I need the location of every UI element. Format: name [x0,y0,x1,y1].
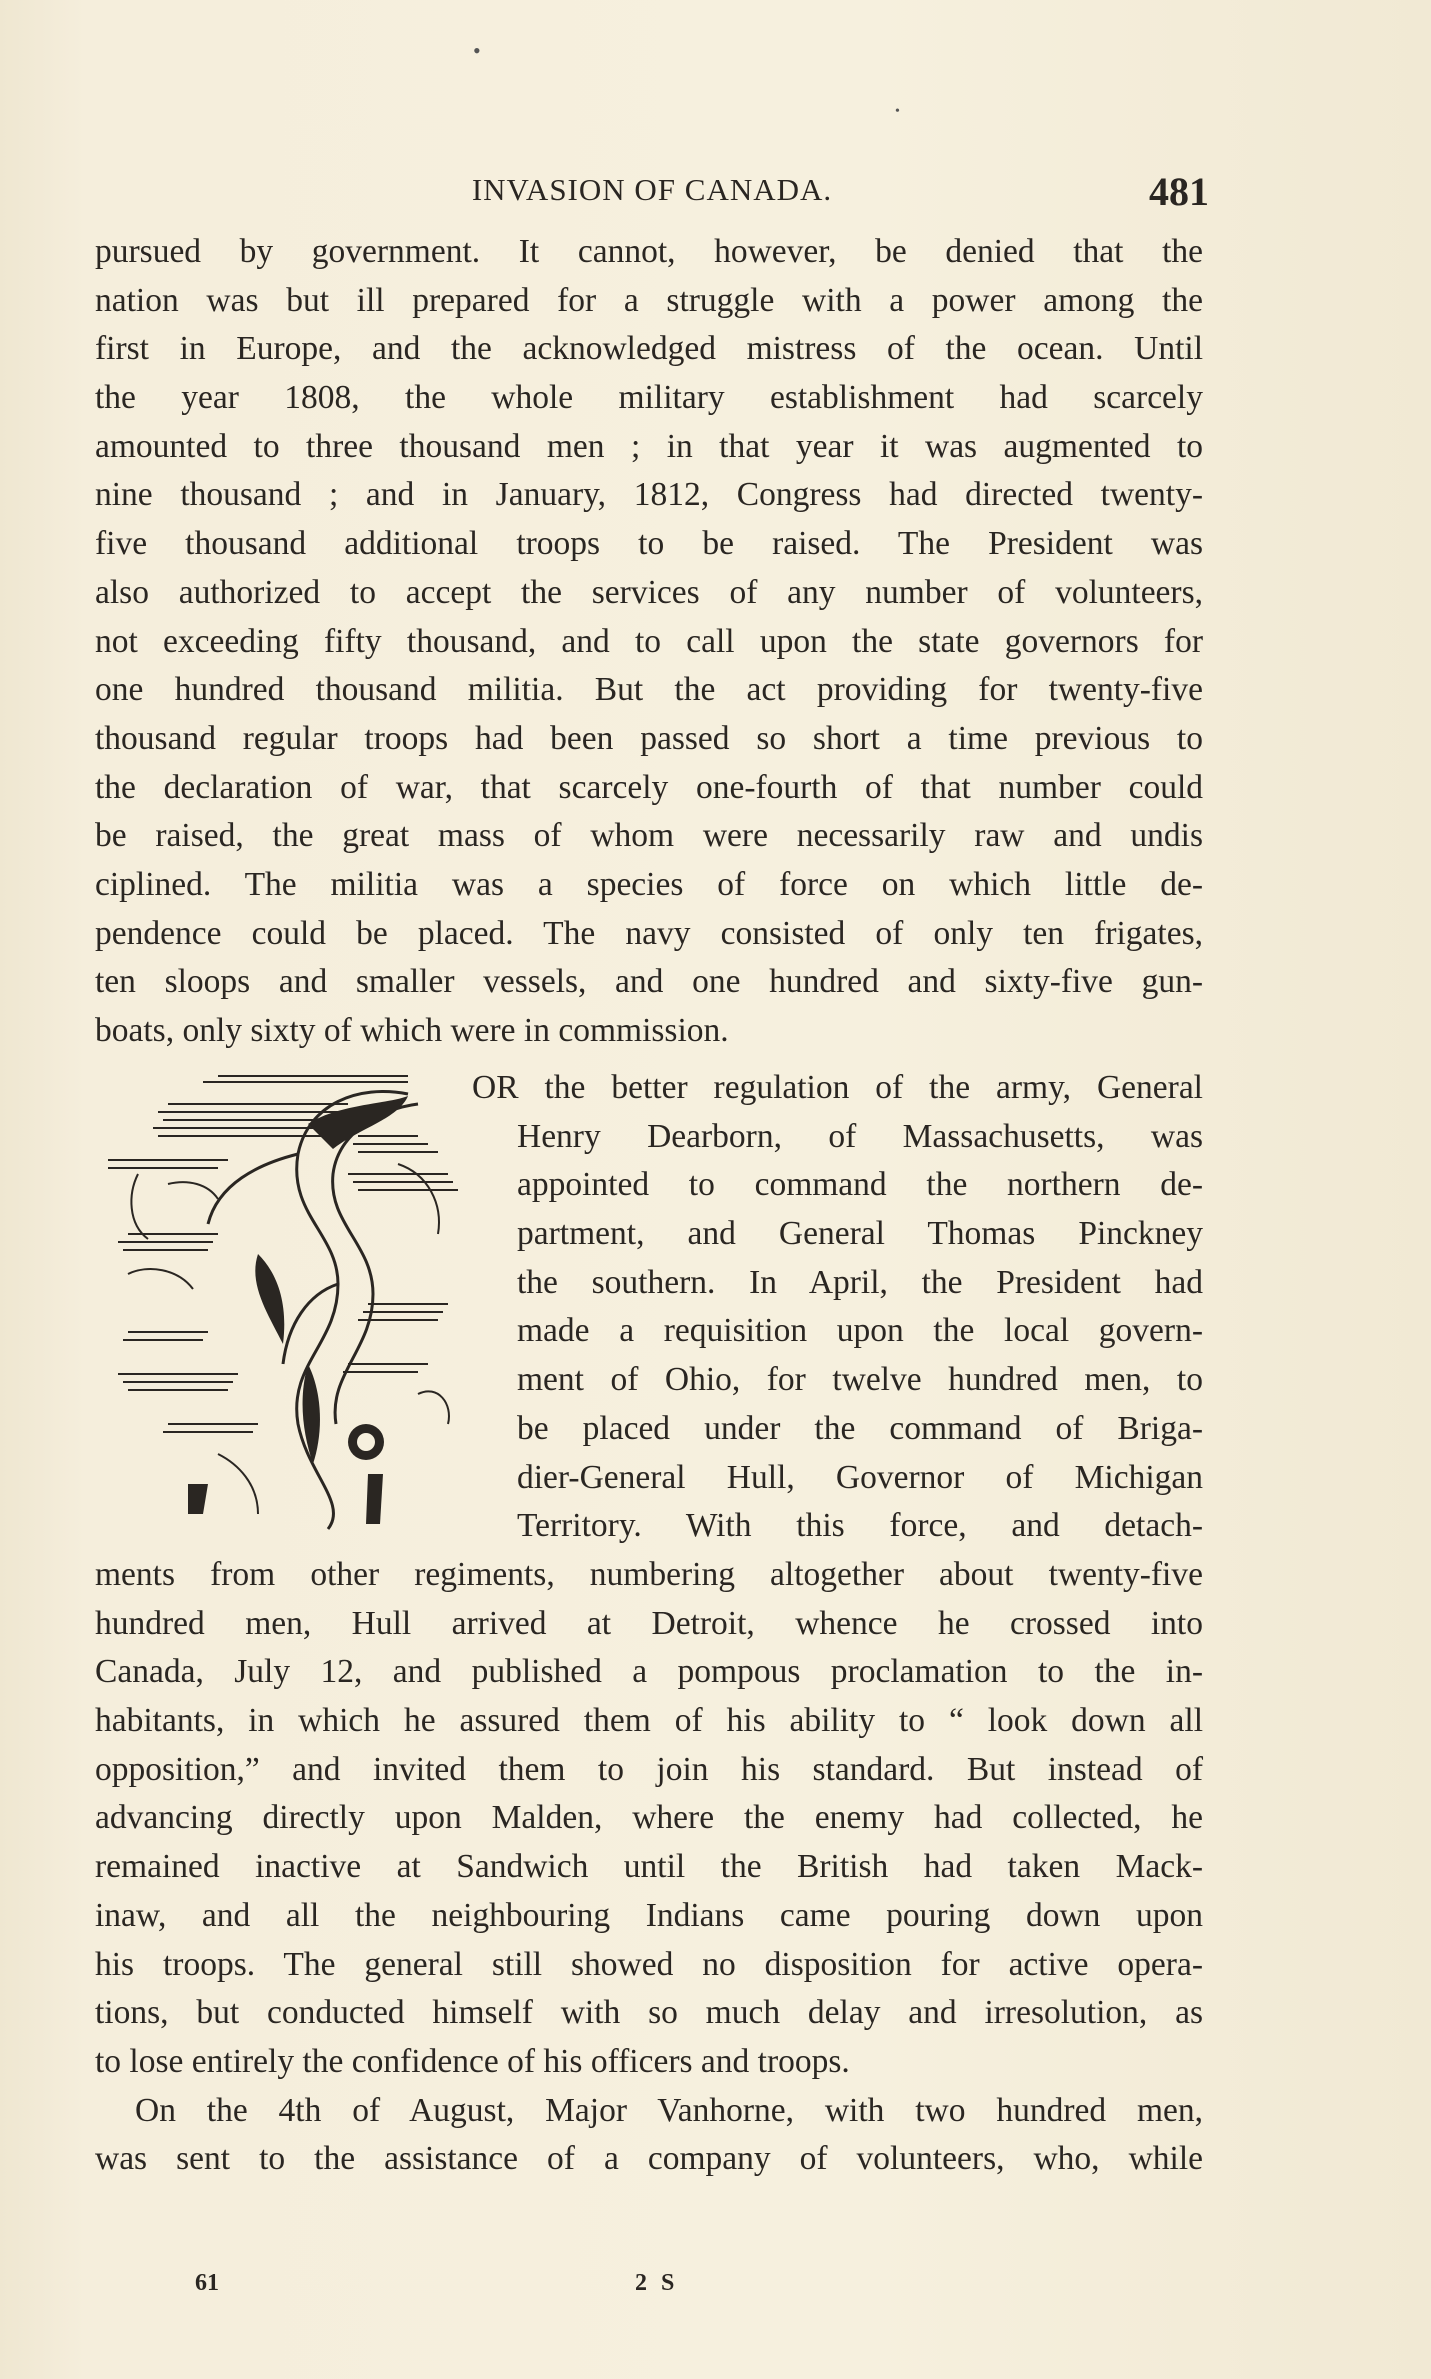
text-line: thousand regular troops had been passed so short a time previous to [95,719,1203,757]
text-line: ments from other regiments, numbering altogether about twenty-five [95,1556,1203,1593]
text-line: remained inactive at Sandwich until the British had taken Mack- [95,1848,1203,1886]
text-line: partment, and General Thomas Pinckney [517,1215,1203,1253]
text-line: to lose entirely the confidence of his officers and troops. [95,2042,850,2080]
text-line: one hundred thousand militia. But the act providing for twenty-five [95,671,1203,709]
dolphin-initial-icon [108,1064,488,1534]
text-line: nation was but ill prepared for a struggle with a power among the [95,281,1203,319]
text-line: Territory. With this force, and detach- [517,1507,1203,1545]
text-line: amounted to three thousand men ; in that year it was augmented to [95,427,1203,465]
text-line: pursued by government. It cannot, however, be denied that the [95,233,1203,270]
paragraph-top [95,228,1203,1056]
text-line: boats, only sixty of which were in commission. [95,1012,729,1049]
text-line: ciplined. The militia was a species of force on which little de- [95,865,1203,903]
running-title: INVASION OF CANADA. [471,172,833,207]
text-line: his troops. The general still showed no disposition for active opera- [95,1945,1203,1983]
text-line: opposition,” and invited them to join his standard. But instead of [95,1750,1203,1788]
page-number: 481 [1149,169,1209,214]
decorative-initial-f-engraving [108,1064,488,1534]
text-line: five thousand additional troops to be raised. The President was [95,525,1203,563]
text-line: made a requisition upon the local govern- [517,1312,1203,1350]
text-line: dier-General Hull, Governor of Michigan [517,1458,1203,1496]
text-line: pendence could be placed. The navy consisted of only ten frigates, [95,914,1203,952]
signature-mark-right: 2 S [635,2270,679,2296]
text-line: also authorized to accept the services of any number of volunteers, [95,573,1203,611]
text-line: ment of Ohio, for twelve hundred men, to [517,1361,1203,1399]
text-line: hundred men, Hull arrived at Detroit, whence he crossed into [95,1604,1203,1642]
text-line: the declaration of war, that scarcely one-fourth of that number could [95,768,1203,806]
text-line: the southern. In April, the President had [517,1263,1203,1301]
paragraph-with-initial [472,1064,1203,1551]
text-line: OR the better regulation of the army, General [472,1069,1203,1106]
text-line: be raised, the great mass of whom were necessarily raw and undis [95,817,1203,855]
page-footer [95,2270,1209,2310]
text-line: appointed to command the northern de- [517,1166,1203,1204]
text-line: inaw, and all the neighbouring Indians came pouring down upon [95,1896,1203,1934]
text-line: On the 4th of August, Major Vanhorne, with two hundred men, [135,2091,1203,2129]
text-line: Canada, July 12, and published a pompous proclamation to the in- [95,1653,1203,1691]
signature-mark-left: 61 [195,2270,219,2296]
text-line: first in Europe, and the acknowledged mistress of the ocean. Until [95,330,1203,368]
text-line: not exceeding fifty thousand, and to call upon the state governors for [95,622,1203,660]
text-line: habitants, in which he assured them of his ability to “ look down all [95,1702,1203,1740]
text-line: be placed under the command of Briga- [517,1409,1203,1447]
text-line: ten sloops and smaller vessels, and one hundred and sixty-five gun- [95,963,1203,1001]
text-line: tions, but conducted himself with so much delay and irresolution, as [95,1994,1203,2032]
ink-speck: • [473,38,481,63]
text-line: nine thousand ; and in January, 1812, Congress had directed twenty- [95,476,1203,514]
ink-speck: • [895,104,900,119]
paragraph-bottom [95,1551,1203,2184]
text-line: Henry Dearborn, of Massachusetts, was [517,1117,1203,1155]
running-header [95,168,1209,212]
text-line: the year 1808, the whole military establishment had scarcely [95,379,1203,417]
text-line: advancing directly upon Malden, where the enemy had collected, he [95,1799,1203,1837]
text-line: was sent to the assistance of a company of volunteers, who, while [95,2140,1203,2178]
